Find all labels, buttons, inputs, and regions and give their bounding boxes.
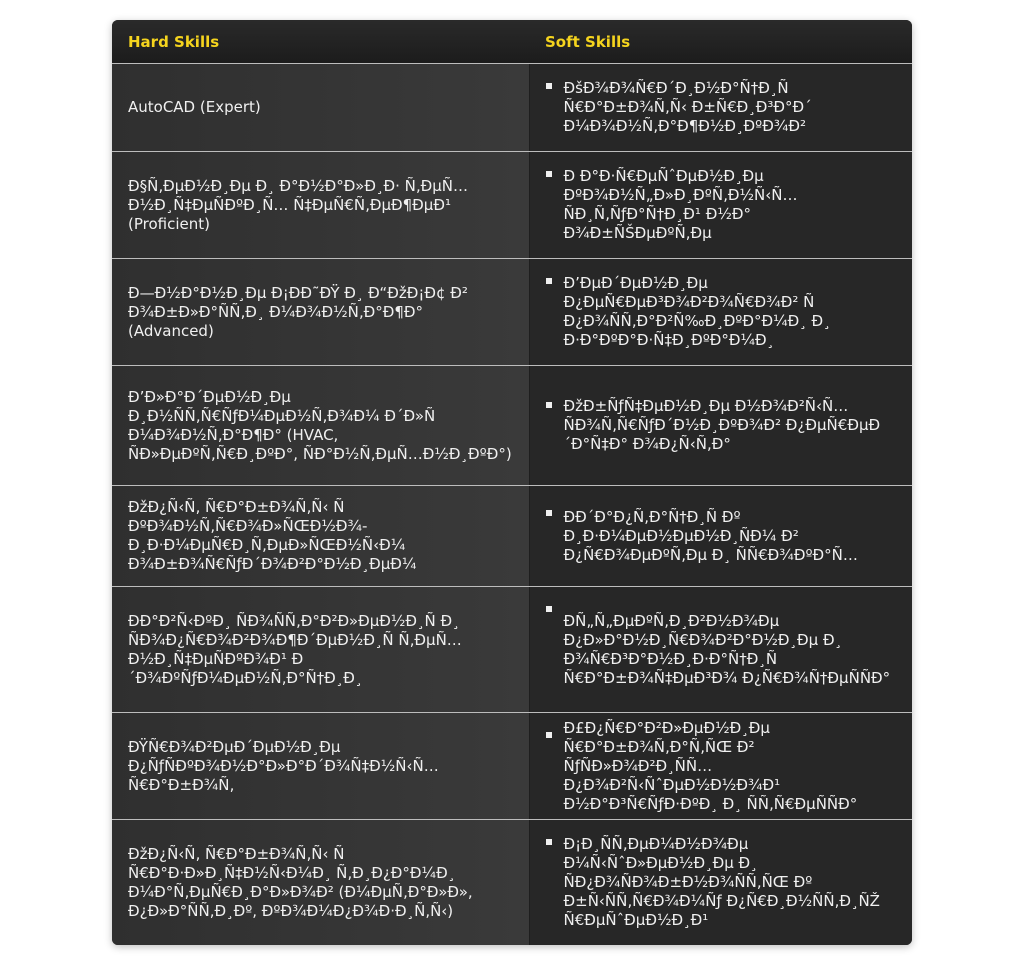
soft-skill-text: Ð¡Ð¸ÑÑ‚ÐµÐ¼Ð½Ð¾Ðµ Ð¼Ñ‹ÑˆÐ»ÐµÐ½Ð¸Ðµ Ð¸ ÑÐ¿Ð¾ÑÐ¾Ð±Ð½Ð¾ÑÑ‚ÑŒ Ðº Ð±Ñ‹ÑÑ‚Ñ€Ð¾Ð¼Ñƒ Ð¿Ñ€Ð¸Ð½ÑÑ‚Ð¸ÑŽ Ñ€ÐµÑˆÐµÐ½Ð¸Ð¹	[563, 835, 880, 930]
bullet-icon	[546, 171, 552, 177]
skills-table-card	[112, 20, 912, 945]
bullet-icon	[546, 278, 552, 284]
soft-skill-cell	[529, 152, 912, 259]
skills-table	[112, 20, 912, 945]
table-row	[112, 64, 912, 152]
soft-skill-text: Ð Ð°Ð·Ñ€ÐµÑˆÐµÐ½Ð¸Ðµ ÐºÐ¾Ð½Ñ„Ð»Ð¸ÐºÑ‚Ð½Ñ‹Ñ… ÑÐ¸Ñ‚ÑƒÐ°Ñ†Ð¸Ð¹ Ð½Ð° Ð¾Ð±ÑŠÐµÐºÑ‚Ðµ	[563, 167, 798, 242]
hard-skill-text: ÐŸÑ€Ð¾Ð²ÐµÐ´ÐµÐ½Ð¸Ðµ Ð¿ÑƒÑÐºÐ¾Ð½Ð°Ð»Ð°Ð´Ð¾Ñ‡Ð½Ñ‹Ñ… Ñ€Ð°Ð±Ð¾Ñ‚	[128, 737, 439, 794]
soft-skill-text: Ð£Ð¿Ñ€Ð°Ð²Ð»ÐµÐ½Ð¸Ðµ Ñ€Ð°Ð±Ð¾Ñ‚Ð°Ñ‚ÑŒ Ð² ÑƒÑÐ»Ð¾Ð²Ð¸ÑÑ… Ð¿Ð¾Ð²Ñ‹ÑˆÐµÐ½Ð½Ð¾Ð¹ Ð½Ð°Ð³Ñ€ÑƒÐ·ÐºÐ¸ Ð¸ ÑÑ‚Ñ€ÐµÑÑÐ°	[563, 718, 858, 813]
hard-skill-cell	[112, 587, 529, 713]
soft-skill-cell	[529, 259, 912, 366]
hard-skill-text: ÐÐ°Ð²Ñ‹ÐºÐ¸ ÑÐ¾ÑÑ‚Ð°Ð²Ð»ÐµÐ½Ð¸Ñ Ð¸ ÑÐ¾Ð¿Ñ€Ð¾Ð²Ð¾Ð¶Ð´ÐµÐ½Ð¸Ñ Ñ‚ÐµÑ…Ð½Ð¸Ñ‡ÐµÑÐºÐ¾Ð¹ Ð´Ð¾ÐºÑƒÐ¼ÐµÐ½Ñ‚Ð°Ñ†Ð¸Ð¸	[128, 611, 462, 687]
hard-skill-text: ÐžÐ¿Ñ‹Ñ‚ Ñ€Ð°Ð±Ð¾Ñ‚Ñ‹ Ñ ÐºÐ¾Ð½Ñ‚Ñ€Ð¾Ð»ÑŒÐ½Ð¾-Ð¸Ð·Ð¼ÐµÑ€Ð¸Ñ‚ÐµÐ»ÑŒÐ½Ñ‹Ð¼ Ð¾Ð±Ð¾Ñ€ÑƒÐ´Ð¾Ð²Ð°Ð½Ð¸ÐµÐ¼	[128, 498, 417, 573]
soft-skill-text: ÐšÐ¾Ð¾Ñ€Ð´Ð¸Ð½Ð°Ñ†Ð¸Ñ Ñ€Ð°Ð±Ð¾Ñ‚Ñ‹ Ð±Ñ€Ð¸Ð³Ð°Ð´ Ð¼Ð¾Ð½Ñ‚Ð°Ð¶Ð½Ð¸ÐºÐ¾Ð²	[563, 79, 812, 135]
table-header-row	[112, 20, 912, 64]
bullet-icon	[546, 402, 552, 408]
soft-skill-text: ÐÑ„Ñ„ÐµÐºÑ‚Ð¸Ð²Ð½Ð¾Ðµ Ð¿Ð»Ð°Ð½Ð¸Ñ€Ð¾Ð²Ð°Ð½Ð¸Ðµ Ð¸ Ð¾Ñ€Ð³Ð°Ð½Ð¸Ð·Ð°Ñ†Ð¸Ñ Ñ€Ð°Ð±Ð¾Ñ‡ÐµÐ³Ð¾ Ð¿Ñ€Ð¾Ñ†ÐµÑÑÐ°	[563, 611, 891, 687]
soft-skills-header: Soft Skills	[529, 20, 912, 64]
hard-skills-header: Hard Skills	[112, 20, 529, 64]
soft-skill-text: Ð’ÐµÐ´ÐµÐ½Ð¸Ðµ Ð¿ÐµÑ€ÐµÐ³Ð¾Ð²Ð¾Ñ€Ð¾Ð² Ñ Ð¿Ð¾ÑÑ‚Ð°Ð²Ñ‰Ð¸ÐºÐ°Ð¼Ð¸ Ð¸ Ð·Ð°ÐºÐ°Ð·Ñ‡Ð¸ÐºÐ°Ð¼Ð¸	[563, 274, 831, 349]
bullet-icon	[546, 732, 552, 738]
table-row	[112, 713, 912, 820]
soft-skill-cell	[529, 587, 912, 713]
table-row	[112, 259, 912, 366]
table-row	[112, 486, 912, 587]
bullet-icon	[546, 606, 552, 612]
soft-skill-cell	[529, 64, 912, 152]
hard-skill-cell	[112, 486, 529, 587]
hard-skill-cell	[112, 366, 529, 486]
hard-skill-cell	[112, 713, 529, 820]
soft-skill-text: ÐÐ´Ð°Ð¿Ñ‚Ð°Ñ†Ð¸Ñ Ðº Ð¸Ð·Ð¼ÐµÐ½ÐµÐ½Ð¸ÑÐ¼ Ð² Ð¿Ñ€Ð¾ÐµÐºÑ‚Ðµ Ð¸ ÑÑ€Ð¾ÐºÐ°Ñ…	[563, 507, 858, 564]
hard-skill-text: Ð§Ñ‚ÐµÐ½Ð¸Ðµ Ð¸ Ð°Ð½Ð°Ð»Ð¸Ð· Ñ‚ÐµÑ…Ð½Ð¸Ñ‡ÐµÑÐºÐ¸Ñ… Ñ‡ÐµÑ€Ñ‚ÐµÐ¶ÐµÐ¹ (Proficient)	[128, 176, 468, 233]
soft-skill-cell	[529, 820, 912, 946]
soft-skill-cell	[529, 486, 912, 587]
hard-skill-text: ÐžÐ¿Ñ‹Ñ‚ Ñ€Ð°Ð±Ð¾Ñ‚Ñ‹ Ñ Ñ€Ð°Ð·Ð»Ð¸Ñ‡Ð½Ñ‹Ð¼Ð¸ Ñ‚Ð¸Ð¿Ð°Ð¼Ð¸ Ð¼Ð°Ñ‚ÐµÑ€Ð¸Ð°Ð»Ð¾Ð² (Ð¼ÐµÑ‚Ð°Ð»Ð», Ð¿Ð»Ð°ÑÑ‚Ð¸Ðº, ÐºÐ¾Ð¼Ð¿Ð¾Ð·Ð¸Ñ‚Ñ‹)	[128, 844, 473, 920]
soft-skill-cell	[529, 366, 912, 486]
hard-skill-text: AutoCAD (Expert)	[128, 98, 261, 116]
table-row	[112, 820, 912, 946]
soft-skill-text: ÐžÐ±ÑƒÑ‡ÐµÐ½Ð¸Ðµ Ð½Ð¾Ð²Ñ‹Ñ… ÑÐ¾Ñ‚Ñ€ÑƒÐ´Ð½Ð¸ÐºÐ¾Ð² Ð¿ÐµÑ€ÐµÐ´Ð°Ñ‡Ð° Ð¾Ð¿Ñ‹Ñ‚Ð°	[563, 397, 881, 453]
hard-skill-text: Ð—Ð½Ð°Ð½Ð¸Ðµ Ð¡ÐÐ˜ÐŸ Ð¸ Ð“ÐžÐ¡Ð¢ Ð² Ð¾Ð±Ð»Ð°ÑÑ‚Ð¸ Ð¼Ð¾Ð½Ñ‚Ð°Ð¶Ð° (Advanced)	[128, 283, 468, 340]
bullet-icon	[546, 510, 552, 516]
hard-skill-cell	[112, 152, 529, 259]
bullet-icon	[546, 839, 552, 845]
hard-skill-text: Ð’Ð»Ð°Ð´ÐµÐ½Ð¸Ðµ Ð¸Ð½ÑÑ‚Ñ€ÑƒÐ¼ÐµÐ½Ñ‚Ð¾Ð¼ Ð´Ð»Ñ Ð¼Ð¾Ð½Ñ‚Ð°Ð¶Ð° (HVAC, ÑÐ»ÐµÐºÑ‚Ñ€Ð¸ÐºÐ°, ÑÐ°Ð½Ñ‚ÐµÑ…Ð½Ð¸ÐºÐ°)	[128, 387, 512, 463]
bullet-icon	[546, 83, 552, 89]
hard-skill-cell	[112, 64, 529, 152]
table-row	[112, 152, 912, 259]
hard-skill-cell	[112, 820, 529, 946]
table-row	[112, 366, 912, 486]
soft-skill-cell	[529, 713, 912, 820]
table-row	[112, 587, 912, 713]
hard-skill-cell	[112, 259, 529, 366]
